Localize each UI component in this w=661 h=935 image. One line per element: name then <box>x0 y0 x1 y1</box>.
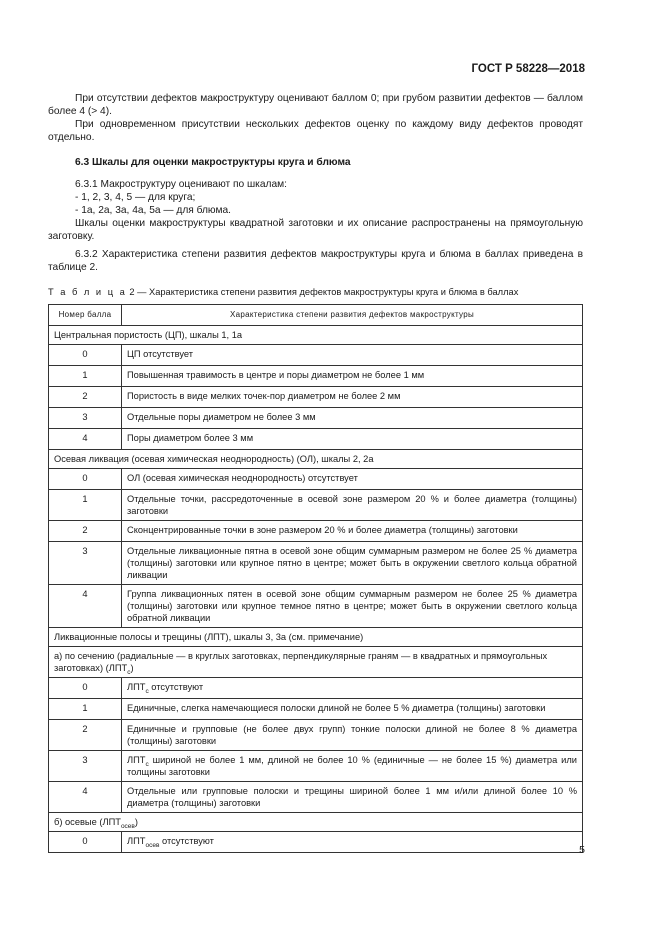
table-row <box>49 585 583 628</box>
grade-cell: 3 <box>49 542 122 585</box>
description-cell: Повышенная травимость в центре и поры диаметром не более 1 мм <box>122 366 583 387</box>
paragraph-multiple-defects: При одновременном присутствии нескольких дефектов оценку по каждому виду дефектов проводят отдельно. <box>48 119 583 143</box>
description-cell: Пористость в виде мелких точек-пор диаметром не более 2 мм <box>122 387 583 408</box>
table-row <box>49 699 583 720</box>
description-cell: ЦП отсутствует <box>122 345 583 366</box>
description-cell: Группа ликвационных пятен в осевой зоне общим суммарным размером не более 25 % диаметра (толщины) заготовки или крупное темное пятно в центре; может быть в окружении светлого кольца обратной ликвации <box>122 585 583 628</box>
table-row <box>49 387 583 408</box>
description-cell: Отдельные ликвационные пятна в осевой зоне общим суммарным размером не более 25 % диаметра (толщины) заготовки или крупное пятно в центре; может быть в окружении светлого кольца обратной ликвации <box>122 542 583 585</box>
grade-cell: 2 <box>49 720 122 751</box>
page-number: 5 <box>579 844 585 856</box>
description-cell: $ЛПТ_с$ отсутствуют <box>122 678 583 699</box>
description-cell: Отдельные или групповые полоски и трещины шириной более 1 мм и/или длиной более 10 % диаметра (толщины) заготовки <box>122 782 583 813</box>
description-cell: $ЛПТ_{осев}$ отсутствуют <box>122 832 583 853</box>
grade-cell: 4 <box>49 429 122 450</box>
table-row <box>49 782 583 813</box>
list-item-circle: - 1, 2, 3, 4, 5 — для круга; <box>75 192 196 203</box>
description-cell: Отдельные точки, рассредоточенные в осевой зоне размером 20 % и более диаметра (толщины) заготовки <box>122 490 583 521</box>
description-cell: Отдельные поры диаметром не более 3 мм <box>122 408 583 429</box>
subgroup-cross-section: а) по сечению (радиальные — в круглых заготовках, перпендикулярные граням — в квадратных и прямоугольных заготовках) $(ЛПТ_с)$ <box>49 647 583 678</box>
subgroup-axial: б) осевые $(ЛПТ_{осев})$ <box>49 813 583 832</box>
description-cell: $ЛПТ_с$ шириной не более 1 мм, длиной не более 10 % (единичные — не более 15 %) диаметра или толщины заготовки <box>122 751 583 782</box>
page-content <box>48 92 583 853</box>
grade-cell: 1 <box>49 699 122 720</box>
grade-cell: 4 <box>49 585 122 628</box>
section-title: 6.3 Шкалы для оценки макроструктуры круга и блюма <box>75 157 351 168</box>
grade-cell: 0 <box>49 345 122 366</box>
group-central-porosity: Центральная пористость (ЦП), шкалы 1, 1а <box>49 326 583 345</box>
table-header-row <box>49 305 583 326</box>
grade-cell: 0 <box>49 832 122 853</box>
paragraph-table-ref: 6.3.2 Характеристика степени развития дефектов макроструктуры круга и блюма в баллах приведена в таблице 2. <box>48 249 583 273</box>
table-row <box>49 490 583 521</box>
table-row <box>49 678 583 699</box>
list-item-bloom: - 1а, 2а, 3а, 4а, 5а — для блюма. <box>75 205 231 216</box>
table-row <box>49 832 583 853</box>
table-row <box>49 542 583 585</box>
grade-cell: 1 <box>49 490 122 521</box>
paragraph-scales-intro: 6.3.1 Макроструктуру оценивают по шкалам: <box>75 179 287 190</box>
grade-cell: 1 <box>49 366 122 387</box>
table-row <box>49 751 583 782</box>
table-row <box>49 366 583 387</box>
paragraph-square-billet: Шкалы оценки макроструктуры квадратной заготовки и их описание распространены на прямоугольную заготовку. <box>48 218 583 242</box>
defects-table <box>48 304 583 853</box>
description-cell: Единичные, слегка намечающиеся полоски длиной не более 5 % диаметра (толщины) заготовки <box>122 699 583 720</box>
column-header-grade: Номер балла <box>49 305 122 326</box>
column-header-characteristic: Характеристика степени развития дефектов макроструктуры <box>122 305 583 326</box>
description-cell: Сконцентрированные точки в зоне размером 20 % и более диаметра (толщины) заготовки <box>122 521 583 542</box>
group-segregation-stripes: Ликвационные полосы и трещины (ЛПТ), шкалы 3, 3а (см. примечание) <box>49 628 583 647</box>
description-cell: Поры диаметром более 3 мм <box>122 429 583 450</box>
table-row <box>49 521 583 542</box>
table-row <box>49 720 583 751</box>
grade-cell: 2 <box>49 521 122 542</box>
grade-cell: 3 <box>49 408 122 429</box>
table-row <box>49 429 583 450</box>
group-axial-segregation: Осевая ликвация (осевая химическая неоднородность) (ОЛ), шкалы 2, 2а <box>49 450 583 469</box>
table-row <box>49 408 583 429</box>
table-caption: Т а б л и ц а 2 — Характеристика степени развития дефектов макроструктуры круга и блюма в баллах <box>48 287 519 297</box>
description-cell: ОЛ (осевая химическая неоднородность) отсутствует <box>122 469 583 490</box>
description-cell: Единичные и групповые (не более двух групп) тонкие полоски длиной не более 8 % диаметра (толщины) заготовки <box>122 720 583 751</box>
document-id: ГОСТ Р 58228—2018 <box>471 63 585 75</box>
table-row <box>49 469 583 490</box>
paragraph-no-defects: При отсутствии дефектов макроструктуру оценивают баллом 0; при грубом развитии дефектов — баллом более 4 (> 4). <box>48 93 583 117</box>
grade-cell: 0 <box>49 469 122 490</box>
grade-cell: 4 <box>49 782 122 813</box>
table-row <box>49 345 583 366</box>
grade-cell: 2 <box>49 387 122 408</box>
grade-cell: 3 <box>49 751 122 782</box>
grade-cell: 0 <box>49 678 122 699</box>
